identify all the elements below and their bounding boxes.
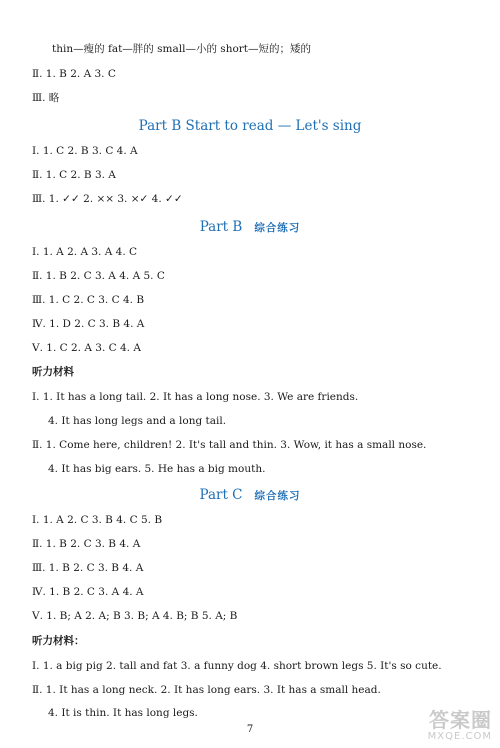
watermark-text: 答案圈 xyxy=(429,708,492,732)
transcript-line: Ⅱ. 1. It has a long neck. 2. It has long ears. 3. It has a small head. xyxy=(32,684,381,696)
answer-line: Ⅱ. 1. C 2. B 3. A xyxy=(32,169,116,181)
answer-line: Ⅳ. 1. B 2. C 3. A 4. A xyxy=(32,586,144,598)
answer-line: Ⅰ. 1. A 2. C 3. B 4. C 5. B xyxy=(32,514,163,526)
section-heading xyxy=(0,117,500,135)
watermark-logo xyxy=(410,704,496,746)
heading-cn: 综合练习 xyxy=(254,222,301,234)
transcript-line: Ⅰ. 1. a big pig 2. tall and fat 3. a funny dog 4. short brown legs 5. It's so cute. xyxy=(32,660,442,672)
answer-line: Ⅱ. 1. B 2. C 3. B 4. A xyxy=(32,538,141,550)
answer-line: Ⅲ. 1. B 2. C 3. B 4. A xyxy=(32,562,144,574)
listening-material-label: 听力材料 xyxy=(32,366,74,378)
heading-en: Part B xyxy=(199,219,243,235)
page-number: 7 xyxy=(246,724,254,735)
answer-line: Ⅰ. 1. C 2. B 3. C 4. A xyxy=(32,145,138,157)
transcript-line: Ⅰ. 1. It has a long tail. 2. It has a long nose. 3. We are friends. xyxy=(32,391,359,403)
heading-en: Part B Start to read — Let's sing xyxy=(138,118,362,134)
answer-line: Ⅴ. 1. C 2. A 3. C 4. A xyxy=(32,342,141,354)
answer-line: Ⅰ. 1. A 2. A 3. A 4. C xyxy=(32,246,138,258)
listening-material-label: 听力材料： xyxy=(32,635,85,647)
answer-line: Ⅱ. 1. B 2. C 3. A 4. A 5. C xyxy=(32,270,165,282)
answer-line: Ⅴ. 1. B; A 2. A; B 3. B; A 4. B; B 5. A; B xyxy=(32,610,238,622)
heading-cn: 综合练习 xyxy=(254,490,301,502)
watermark-url: MXQE.COM xyxy=(427,731,492,742)
transcript-line: 4. It has big ears. 5. He has a big mouth. xyxy=(48,463,266,475)
heading-en: Part C xyxy=(199,487,243,503)
section-heading xyxy=(0,486,500,505)
answer-line: Ⅱ. 1. B 2. A 3. C xyxy=(32,68,116,80)
vocab-line: thin—瘦的 fat—胖的 small—小的 short—短的；矮的 xyxy=(52,43,312,55)
section-heading xyxy=(0,218,500,237)
transcript-line: 4. It has long legs and a long tail. xyxy=(48,415,227,427)
answer-line: Ⅲ. 1. C 2. C 3. C 4. B xyxy=(32,294,145,306)
answer-line: Ⅳ. 1. D 2. C 3. B 4. A xyxy=(32,318,145,330)
answer-line: Ⅲ. 略 xyxy=(32,92,60,104)
transcript-line: Ⅱ. 1. Come here, children! 2. It's tall and thin. 3. Wow, it has a small nose. xyxy=(32,439,427,451)
answer-line: Ⅲ. 1. ✓✓ 2. ×× 3. ×✓ 4. ✓✓ xyxy=(32,193,183,205)
transcript-line: 4. It is thin. It has long legs. xyxy=(48,707,198,719)
